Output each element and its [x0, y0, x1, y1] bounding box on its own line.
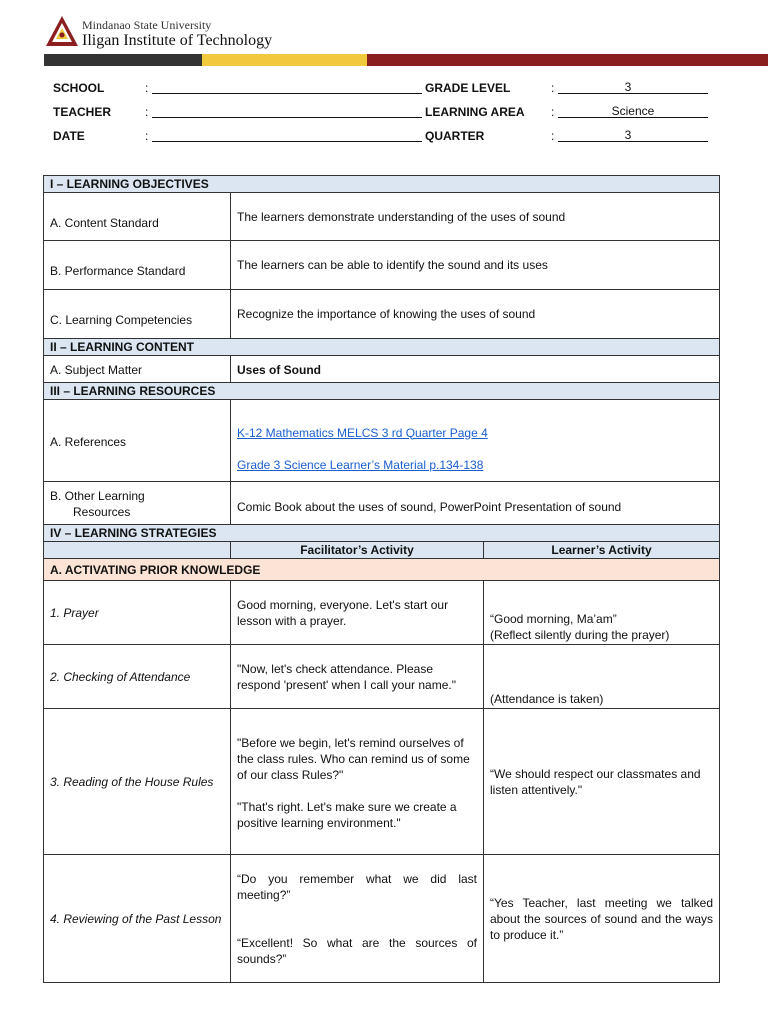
content-standard-label: A. Content Standard: [44, 193, 231, 241]
activating-prior-knowledge-header: A. ACTIVATING PRIOR KNOWLEDGE: [44, 559, 720, 581]
facilitator-attendance: "Now, let's check attendance. Please respond 'present' when I call your name.": [231, 645, 484, 709]
learning-area-label: LEARNING AREA: [425, 105, 525, 119]
strategies-section-header: IV – LEARNING STRATEGIES: [44, 525, 720, 542]
facilitator-header: Facilitator’s Activity: [231, 542, 484, 559]
facilitator-review-question: “Do you remember what we did last meeting?”: [237, 872, 477, 902]
header-stripe-maroon: [367, 54, 768, 66]
references-label: A. References: [44, 400, 231, 482]
lesson-plan-table: [43, 175, 720, 983]
learner-header: Learner’s Activity: [484, 542, 720, 559]
teacher-label: TEACHER: [53, 105, 112, 119]
subject-matter-label: A. Subject Matter: [44, 356, 231, 383]
learning-area-value: Science: [611, 104, 655, 118]
other-resources-value: Comic Book about the uses of sound, PowerPoint Presentation of sound: [231, 482, 720, 525]
date-colon: :: [145, 129, 149, 143]
content-section-header: II – LEARNING CONTENT: [44, 339, 720, 356]
other-resources-label-line2: Resources: [73, 505, 131, 519]
facilitator-house-rules-question: "Before we begin, let's remind ourselves of the class rules. Who can remind us of some of our class Rules?": [237, 735, 470, 782]
references-cell: [231, 400, 720, 482]
facilitator-review: [231, 855, 484, 983]
date-field[interactable]: [152, 141, 422, 142]
facilitator-house-rules: [231, 709, 484, 855]
strategy-label-house-rules: [44, 709, 231, 855]
grade-level-value: 3: [624, 80, 632, 94]
learner-prayer-greeting: “Good morning, Ma’am”: [490, 612, 617, 626]
strategy-label-prayer: 1. Prayer: [44, 581, 231, 645]
quarter-colon: :: [551, 129, 555, 143]
learner-house-rules: “We should respect our classmates and listen attentively.": [484, 709, 720, 855]
teacher-field[interactable]: [152, 117, 422, 118]
strategy-label-review: 4. Reviewing of the Past Lesson: [44, 855, 231, 983]
blank-header-cell: [44, 542, 231, 559]
learner-review: “Yes Teacher, last meeting we talked about the sources of sound and the ways to produce it.”: [484, 855, 720, 983]
quarter-value: 3: [624, 128, 632, 142]
teacher-colon: :: [145, 105, 149, 119]
content-standard-value: The learners demonstrate understanding of the uses of sound: [231, 193, 720, 241]
university-name: Mindanao State University: [82, 18, 212, 32]
institute-name: Iligan Institute of Technology: [82, 32, 273, 49]
reference-link-1[interactable]: K-12 Mathematics MELCS 3 rd Quarter Page 4: [237, 425, 488, 440]
reference-link-2[interactable]: Grade 3 Science Learner’s Material p.134-138: [237, 457, 484, 472]
header-stripe-dark: [44, 54, 202, 66]
learning-area-colon: :: [551, 105, 555, 119]
other-resources-label: [44, 482, 231, 525]
competencies-label: C. Learning Competencies: [44, 290, 231, 339]
subject-matter-value: Uses of Sound: [231, 356, 720, 383]
facilitator-prayer-text: Good morning, everyone. Let's start our lesson with a prayer.: [237, 598, 449, 628]
performance-standard-label: B. Performance Standard: [44, 241, 231, 290]
facilitator-review-followup: “Excellent! So what are the sources of sounds?”: [237, 936, 477, 966]
header-stripe-gold: [202, 54, 367, 66]
strategy-label-attendance: 2. Checking of Attendance: [44, 645, 231, 709]
grade-level-colon: :: [551, 81, 555, 95]
university-header: [0, 0, 768, 70]
facilitator-house-rules-followup: "That's right. Let's make sure we create a positive learning environment.": [237, 799, 457, 830]
other-resources-label-line1: B. Other Learning: [50, 489, 145, 503]
learner-prayer: [484, 581, 720, 645]
date-label: DATE: [53, 129, 85, 143]
objectives-section-header: I – LEARNING OBJECTIVES: [44, 176, 720, 193]
university-logo-icon: [44, 14, 80, 50]
resources-section-header: III – LEARNING RESOURCES: [44, 383, 720, 400]
school-label: SCHOOL: [53, 81, 105, 95]
quarter-label: QUARTER: [425, 129, 485, 143]
school-field[interactable]: [152, 93, 422, 94]
facilitator-prayer: [231, 581, 484, 645]
strategy-label-house-rules-text: 3. Reading of the House Rules: [50, 774, 214, 789]
school-colon: :: [145, 81, 149, 95]
learner-prayer-action: (Reflect silently during the prayer): [490, 628, 670, 642]
learner-attendance: (Attendance is taken): [484, 645, 720, 709]
grade-level-label: GRADE LEVEL: [425, 81, 511, 95]
competencies-value: Recognize the importance of knowing the uses of sound: [231, 290, 720, 339]
performance-standard-value: The learners can be able to identify the sound and its uses: [231, 241, 720, 290]
